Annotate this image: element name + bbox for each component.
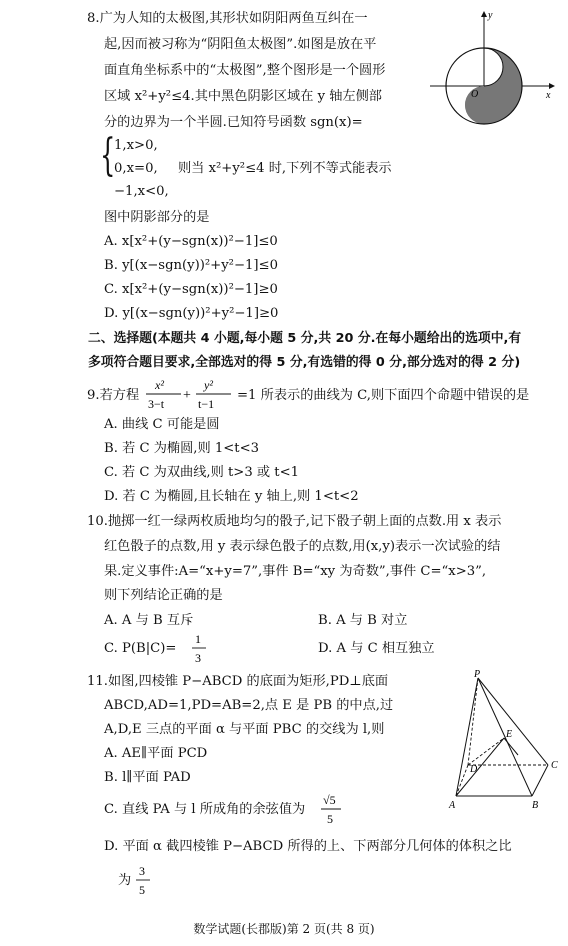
q10-option-b: B. A 与 B 对立	[318, 613, 408, 628]
q9-option-a: A. 曲线 C 可能是圆	[104, 417, 220, 432]
edge-PB	[478, 678, 532, 796]
case-suffix: 则当 x²+y²≤4 时,下列不等式能表示	[178, 161, 392, 176]
q11-line-1: 11.如图,四棱锥 P−ABCD 的底面为矩形,PD⊥底面	[87, 674, 389, 689]
q10-line-1: 10.抛掷一红一绿两枚质地均匀的骰子,记下骰子朝上面的点数.用 x 表示	[87, 514, 502, 529]
q8-option-a: A. x[x²+(y−sgn(x))²−1]≤0	[104, 234, 278, 249]
pyramid-figure	[444, 668, 564, 810]
q9-prefix: 9.若方程	[87, 388, 140, 403]
q8-option-c: C. x[x²+(y−sgn(x))²−1]≥0	[104, 282, 278, 297]
segment-AE	[456, 738, 504, 796]
q11-d-frac-num: 3	[139, 864, 145, 878]
q11-frac-den: 5	[327, 812, 333, 826]
q10-line-4: 则下列结论正确的是	[104, 588, 223, 603]
q11-d-frac-den: 5	[139, 883, 145, 897]
section2-line-2: 多项符合题目要求,全部选对的得 5 分,有选错的得 0 分,部分选对的得 2 分)	[88, 355, 521, 370]
label-D: D	[470, 764, 478, 775]
case-3: −1,x<0,	[114, 184, 169, 199]
q11-option-d: D. 平面 α 截四棱锥 P−ABCD 所得的上、下两部分几何体的体积之比	[104, 839, 512, 854]
label-E: E	[506, 729, 513, 740]
q11-option-c: C. 直线 PA 与 l 所成角的余弦值为	[104, 802, 306, 817]
edge-PC	[478, 678, 548, 765]
edge-PA	[456, 678, 478, 796]
case-1: 1,x>0,	[114, 138, 158, 153]
label-C: C	[551, 760, 558, 771]
q11-line-3: A,D,E 三点的平面 α 与平面 PBC 的交线为 l,则	[104, 722, 385, 737]
page-footer: 数学试题(长郡版)第 2 页(共 8 页)	[193, 922, 375, 936]
q11-option-d-fraction	[135, 862, 151, 900]
line-l	[504, 738, 518, 755]
label-P: P	[474, 669, 481, 680]
q11-option-a: A. AE∥平面 PCD	[104, 746, 208, 761]
q8-line-4: 区域 x²+y²≤4.其中黑色阴影区域在 y 轴左侧部	[104, 89, 382, 104]
q10-option-a: A. A 与 B 互斥	[104, 613, 194, 628]
segment-DE	[468, 738, 504, 765]
q10-line-3: 果.定义事件:A=“x+y=7”,事件 B=“xy 为奇数”,事件 C=“x>3”,	[104, 564, 487, 579]
label-A: A	[449, 800, 456, 810]
q9-frac1-den: 3−t	[148, 397, 165, 411]
q8-tail: 图中阴影部分的是	[104, 210, 210, 225]
q9-equation-fractions	[145, 376, 237, 416]
q8-line-2: 起,因而被习称为“阴阳鱼太极图”.如图是放在平	[104, 37, 377, 52]
q10-option-d: D. A 与 C 相互独立	[318, 641, 435, 656]
q10-line-2: 红色骰子的点数,用 y 表示绿色骰子的点数,用(x,y)表示一次试验的结	[104, 539, 501, 554]
taiji-origin-label: O	[471, 89, 479, 100]
q8-line-3: 面直角坐标系中的“太极图”,整个图形是一个圆形	[104, 63, 386, 78]
q9-option-b: B. 若 C 为椭圆,则 1<t<3	[104, 441, 260, 456]
taiji-y-label: y	[488, 10, 493, 21]
q11-line-2: ABCD,AD=1,PD=AB=2,点 E 是 PB 的中点,过	[104, 698, 394, 713]
case-2: 0,x=0,	[114, 161, 158, 176]
q9-option-d: D. 若 C 为椭圆,且长轴在 y 轴上,则 1<t<2	[104, 489, 359, 504]
edge-DA	[456, 765, 468, 796]
q8-option-d: D. y[(x−sgn(y))²+y²−1]≥0	[104, 306, 279, 321]
q8-line-1: 8.广为人知的太极图,其形状如阴阳两鱼互纠在一	[87, 11, 368, 26]
q9-frac1-num: x²	[155, 378, 164, 392]
q10-frac-num: 1	[195, 632, 201, 646]
edge-BC	[532, 765, 548, 796]
q11-option-d-prefix: 为	[118, 873, 132, 888]
cases-brace: {	[100, 130, 116, 181]
q8-option-b: B. y[(x−sgn(y))²+y²−1]≤0	[104, 258, 278, 273]
q9-option-c: C. 若 C 为双曲线,则 t>3 或 t<1	[104, 465, 300, 480]
q9-frac2-den: t−1	[198, 397, 215, 411]
q9-frac2-num: y²	[204, 378, 213, 392]
taiji-x-label: x	[546, 90, 551, 101]
q8-line-5: 分的边界为一个半圆.已知符号函数 sgn(x)=	[104, 115, 363, 130]
q11-option-b: B. l∥平面 PAD	[104, 770, 191, 785]
q11-option-c-fraction	[320, 791, 342, 829]
q10-option-c-fraction	[191, 630, 207, 668]
taiji-figure	[426, 6, 558, 128]
q10-frac-den: 3	[195, 651, 201, 665]
section2-line-1: 二、选择题(本题共 4 小题,每小题 5 分,共 20 分.在每小题给出的选项中,有	[88, 331, 522, 346]
label-B: B	[532, 800, 539, 810]
q11-frac-num: √5	[323, 793, 336, 807]
q9-plus: +	[183, 388, 191, 403]
q10-option-c: C. P(B|C)=	[104, 641, 177, 656]
q9-suffix: =1 所表示的曲线为 C,则下面四个命题中错误的是	[237, 388, 530, 403]
